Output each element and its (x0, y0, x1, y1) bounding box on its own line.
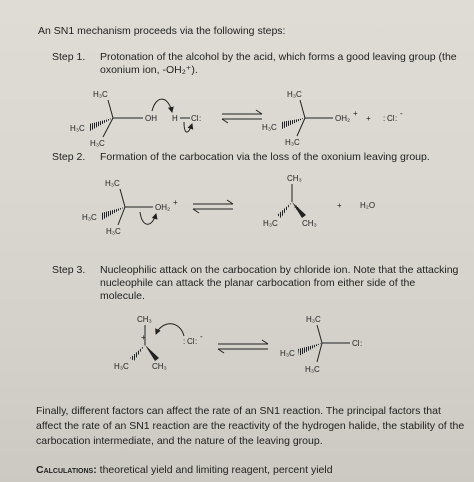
arrow-head (256, 110, 262, 114)
hashed-wedge (281, 118, 305, 129)
bond (300, 100, 305, 118)
step1-line1: Protonation of the alcohol by the acid, which forms a good leaving group (the (100, 51, 457, 63)
step1-line2: oxonium ion, -OH₂⁺). (100, 64, 198, 76)
step1-scheme (70, 90, 403, 148)
curved-arrow (184, 122, 192, 132)
hashed-wedge (101, 207, 125, 220)
h3c-label: H₃C (285, 138, 300, 147)
oh2-label: OH₂ (155, 203, 171, 212)
cl-label: Cl (191, 114, 199, 123)
cl-label: Cl (387, 114, 395, 123)
conclusion-line2: affect the rate of an SN1 reaction are the reactivity of the hydrogen halide, the stability of the (36, 420, 465, 432)
curved-arrow (156, 324, 184, 336)
h3c-label: H₃C (114, 362, 129, 371)
ch3-label: CH₃ (152, 362, 167, 371)
h3c-label: H₃C (262, 123, 277, 132)
h3c-label: H₃C (305, 365, 320, 374)
h3c-label: H₃C (70, 124, 85, 133)
step3-line3: molecule. (100, 290, 145, 302)
lone-pair: : (183, 337, 186, 346)
hashed-wedge (130, 345, 145, 361)
h3c-label: H₃C (93, 90, 108, 99)
h3c-label: H₃C (90, 139, 105, 148)
arrow-head (262, 340, 268, 344)
curved-arrow (140, 212, 156, 224)
bond (120, 189, 125, 207)
calculations-text: theoretical yield and limiting reagent, percent yield (96, 464, 333, 476)
lone-pair: : (199, 114, 202, 123)
solid-wedge (145, 345, 159, 361)
plus-charge: + (353, 109, 358, 118)
minus-charge: - (200, 332, 203, 341)
hashed-wedge (298, 343, 322, 356)
h3c-label: H₃C (287, 90, 302, 99)
ch3-label: CH₃ (287, 174, 302, 183)
lone-pair: : (360, 339, 363, 348)
lone-pair: : (195, 337, 198, 346)
h3c-label: H₃C (280, 349, 295, 358)
lone-pair: : (395, 114, 398, 123)
arrow-head (227, 200, 233, 204)
step3-label: Step 3. (52, 264, 86, 276)
plus-sign: + (337, 201, 342, 210)
step1-label: Step 1. (52, 51, 86, 63)
step2-label: Step 2. (52, 151, 86, 163)
cl-label: Cl (352, 339, 360, 348)
h2o-label: H₂O (360, 201, 376, 210)
step3-scheme (114, 315, 362, 374)
ch3-label: CH₃ (302, 219, 317, 228)
oh-label: OH (145, 114, 157, 123)
h3c-label: H₃C (82, 213, 97, 222)
arrow-head (193, 209, 199, 213)
conclusion-line1: Finally, different factors can affect the rate of an SN1 reaction. The principal factors that (36, 405, 441, 417)
conclusion-line3: carbocation intermediate, and the nature of the leaving group. (36, 435, 323, 447)
minus-charge: - (400, 109, 403, 118)
bond (317, 325, 322, 343)
step2-scheme (82, 174, 375, 236)
calculations-label: Calculations: (36, 464, 97, 476)
h3c-label: H₃C (105, 179, 120, 188)
h3c-label: H₃C (263, 219, 278, 228)
h-label: H (172, 114, 178, 123)
arrow-head (218, 349, 224, 353)
plus-sign: + (366, 114, 371, 123)
step3-line1: Nucleophilic attack on the carbocation by chloride ion. Note that the attacking (100, 264, 459, 276)
step3-line2: nucleophile can attack the planar carbocation from either side of the (100, 277, 416, 289)
intro-text: An SN1 mechanism proceeds via the following steps: (38, 25, 286, 37)
bond (108, 100, 113, 118)
plus-charge: + (173, 198, 178, 207)
arrow-head (222, 119, 228, 123)
cation-charge: + (141, 333, 146, 342)
bond (317, 343, 322, 362)
h3c-label: H₃C (306, 315, 321, 324)
cl-label: Cl (187, 337, 195, 346)
curved-arrow (152, 99, 172, 112)
ch3-label: CH₃ (137, 315, 152, 324)
h3c-label: H₃C (106, 227, 121, 236)
oh2-label: OH₂ (335, 114, 351, 123)
lone-pair: : (383, 114, 386, 123)
step2-line1: Formation of the carbocation via the loss of the oxonium leaving group. (100, 151, 430, 163)
hashed-wedge (277, 202, 292, 218)
cation-charge: + (294, 203, 299, 212)
